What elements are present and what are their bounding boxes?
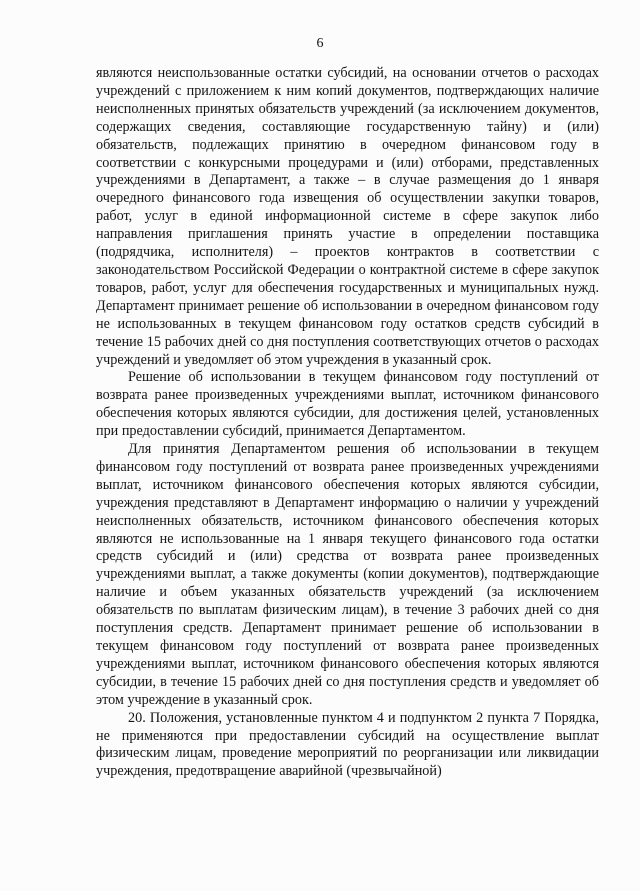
paragraph-refund-decision: Решение об использовании в текущем финансовом году поступлений от возврата ранее произведенных учреждениями выплат, источником финансового обеспечения которых являются субсидии, для достижения целей, установленных при предоставлении субсидий, принимается Департаментом. <box>96 369 599 440</box>
page-number: 6 <box>316 36 324 51</box>
document-body <box>96 65 599 781</box>
paragraph-continuation: являются неиспользованные остатки субсидий, на основании отчетов о расходах учреждений с приложением к ним копий документов, подтверждающих наличие неисполненных принятых обязательств учреждений (за исключением документов, содержащих сведения, составляющие государственную тайну) и (или) обязательств, подлежащих принятию в очередном финансовом году в соответствии с конкурсными процедурами и (или) отборами, представленных учреждениями в Департамент, а также – в случае размещения до 1 января очередного финансового года извещения об осуществлении закупки товаров, работ, услуг в единой информационной системе в сфере закупок либо направления приглашения принять участие в определении поставщика (подрядчика, исполнителя) – проектов контрактов в соответствии с законодательством Российской Федерации о контрактной системе в сфере закупок товаров, работ, услуг для обеспечения государственных и муниципальных нужд. Департамент принимает решение об использовании в очередном финансовом году не использованных в текущем финансовом году остатков средств субсидий в течение 15 рабочих дней со дня поступления соответствующих отчетов о расходах учреждений и уведомляет об этом учреждения в указанный срок. <box>96 65 599 368</box>
paragraph-item-20: 20. Положения, установленные пунктом 4 и подпунктом 2 пункта 7 Порядка, не применяются при предоставлении субсидий на осуществление выплат физическим лицам, проведение мероприятий по реорганизации или ликвидации учреждения, предотвращение аварийной (чрезвычайной) <box>96 709 599 780</box>
paragraph-refund-procedure: Для принятия Департаментом решения об использовании в текущем финансовом году поступлений от возврата ранее произведенных учреждениями выплат, источником финансового обеспечения которых являются субсидии, учреждения представляют в Департамент информацию о наличии у учреждений неисполненных обязательств, источником финансового обеспечения которых являются не использованные на 1 января текущего финансового года остатки средств субсидий и (или) средства от возврата ранее произведенных учреждениями выплат, а также документы (копии документов), подтверждающие наличие и объем указанных обязательств учреждений (за исключением обязательств по выплатам физическим лицам), в течение 3 рабочих дней со дня поступления средств. Департамент принимает решение об использовании в текущем финансовом году поступлений от возврата ранее произведенных учреждениями выплат, источником финансового обеспечения которых являются субсидии, в течение 15 рабочих дней со дня поступления средств и уведомляет об этом учреждение в указанный срок. <box>96 441 599 708</box>
